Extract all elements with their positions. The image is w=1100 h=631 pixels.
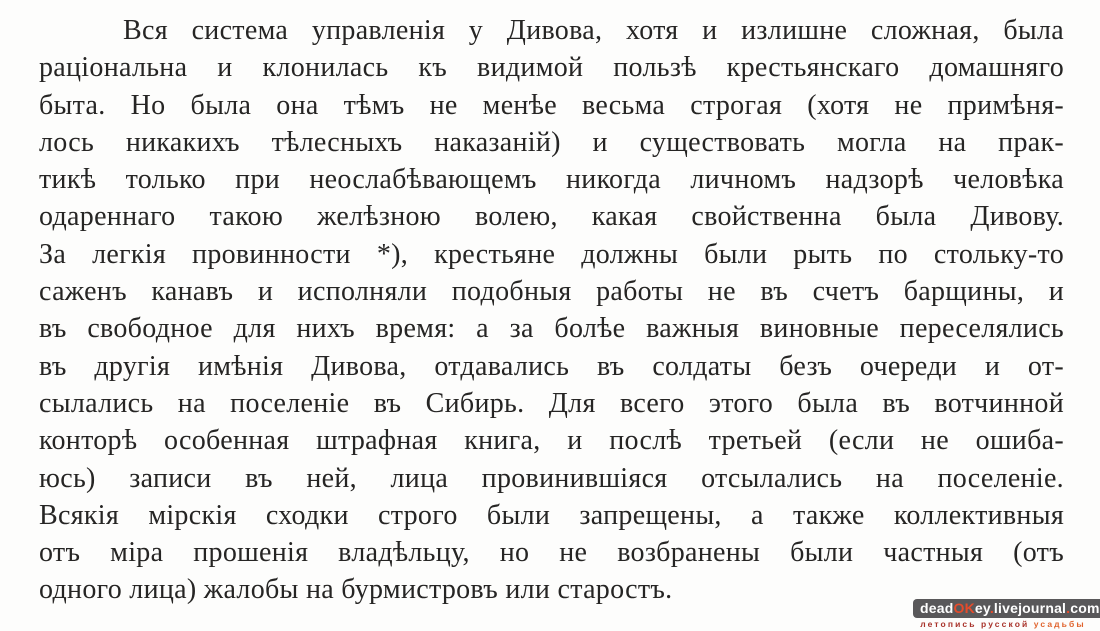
watermark-url-part: dead (920, 600, 954, 616)
watermark-tagline-part: летопись русской (920, 619, 1030, 629)
text-line: саженъ канавъ и исполняли подобныя работы не въ счетъ барщины, и (39, 276, 1064, 308)
text-line: Всякія мірскія сходки строго были запрещены, а также коллективныя (39, 499, 1064, 531)
text-line: Вся система управленія у Дивова, хотя и излишне сложная, была (123, 15, 1064, 46)
text-line: въ свободное для нихъ время: а за болѣе важныя виновные переселялись (39, 313, 1064, 345)
watermark-url-part: ey (974, 600, 990, 616)
text-line: конторѣ особенная штрафная книга, и послѣ третьей (если не ошиба- (39, 425, 1064, 457)
text-line: лось никакихъ тѣлесныхъ наказаній) и существовать могла на прак- (39, 126, 1064, 158)
watermark-url-part: OK (953, 600, 975, 616)
text-line: тикѣ только при неослабѣвающемъ никогда личномъ надзорѣ человѣка (39, 164, 1064, 196)
watermark-url-part: livejournal (993, 600, 1067, 616)
text-line: отъ міра прошенія владѣльцу, но не возбранены были частныя (отъ (39, 537, 1064, 569)
text-line: быта. Но была она тѣмъ не менѣе весьма строгая (хотя не примѣня- (39, 89, 1064, 121)
watermark-url-dot: . (989, 600, 994, 616)
text-line: одного лица) жалобы на бурмистровъ или старостъ. (39, 574, 673, 606)
watermark-url-dot: . (1066, 600, 1071, 616)
watermark-url-part: com (1070, 600, 1100, 616)
watermark (913, 599, 1100, 629)
text-line: сылались на поселеніе въ Сибирь. Для всего этого была въ вотчинной (39, 387, 1064, 419)
watermark-tagline (913, 619, 1093, 629)
text-line: За легкія провинности *), крестьяне должны были рыть по стольку-то (39, 238, 1064, 270)
text-line: въ другія имѣнія Дивова, отдавались въ солдаты безъ очереди и от- (39, 350, 1064, 382)
text-line: одареннаго такою желѣзною волею, какая свойственна была Дивову. (39, 201, 1064, 233)
paragraph (39, 12, 1064, 609)
text-line: раціональна и клонилась къ видимой пользѣ крестьянскаго домашняго (39, 52, 1064, 84)
watermark-tagline-part: усадьбы (1029, 619, 1086, 629)
watermark-url-badge (913, 599, 1100, 618)
text-line: юсь) записи въ ней, лица провинившіяся отсылались на поселеніе. (39, 462, 1064, 494)
